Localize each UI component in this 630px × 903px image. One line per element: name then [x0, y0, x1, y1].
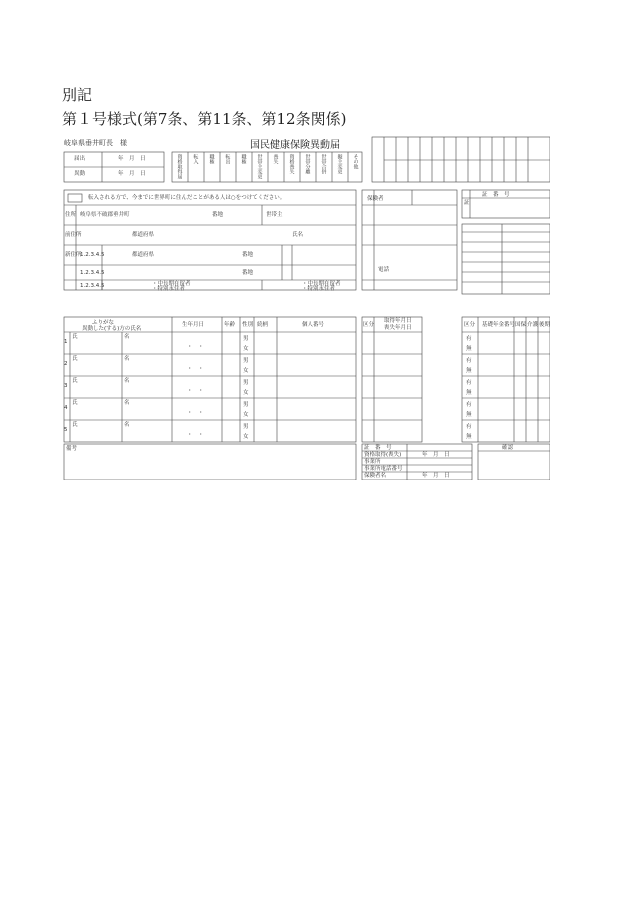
- row5-female: 女: [243, 434, 249, 440]
- col-kouki: 後期: [539, 322, 551, 328]
- change-date: 年 月 日: [118, 171, 146, 177]
- col-name: 異動した(する)方の氏名: [82, 326, 142, 332]
- row1-male: 男: [243, 336, 249, 342]
- option-b-1: ・中長期在留者: [302, 281, 341, 287]
- row1-sei: 氏: [72, 334, 78, 340]
- code-3: 1.2.3.4.5: [80, 283, 105, 289]
- vcol-10: 世帯合併: [320, 154, 327, 174]
- remarks-label: 備考: [66, 446, 78, 452]
- insurance-change-form: [62, 132, 550, 480]
- foot-card-number: 証 番 号: [364, 445, 392, 451]
- form-title: 国民健康保険異動届: [250, 140, 340, 151]
- col-kokuho: 国保: [515, 322, 527, 328]
- label-tel: 電話: [378, 267, 390, 273]
- label-banchi-2: 番地: [242, 252, 254, 258]
- vcol-1: 資格取得届: [176, 154, 183, 179]
- vcol-12: その他: [352, 154, 359, 169]
- vcol-8: 資格喪失: [288, 154, 295, 174]
- row-number-4: 4: [64, 405, 68, 411]
- label-card: 証: [464, 200, 470, 206]
- code-2: 1.2.3.4.5: [80, 270, 105, 276]
- row4-female: 女: [243, 412, 249, 418]
- label-prefecture-2: 都道府県: [132, 252, 155, 258]
- row1-u: 有: [466, 336, 472, 342]
- label-prefecture: 都道府県: [132, 232, 155, 238]
- row2-mu: 無: [466, 368, 472, 374]
- addressee: 岐阜県垂井町長 様: [64, 139, 127, 147]
- vcol-2: 転入: [192, 154, 199, 164]
- col-furigana: ふりがな: [92, 320, 115, 326]
- col-sex: 性別: [242, 322, 254, 328]
- row1-mei: 名: [124, 334, 130, 340]
- option-a-2: ・特別永住者: [152, 286, 186, 292]
- row3-female: 女: [243, 390, 249, 396]
- row1-birth: ・ ・: [187, 344, 204, 350]
- row-number-3: 3: [64, 383, 68, 389]
- box-notify-label: 届出: [74, 156, 86, 162]
- notice-text: 転入される方で、今までに世界町に住んだことがある人は○をつけてください。: [88, 195, 286, 201]
- col-age: 年齢: [224, 322, 236, 328]
- row4-mei: 名: [124, 400, 130, 406]
- row2-u: 有: [466, 358, 472, 364]
- code-1: 1.2.3.4.5: [80, 252, 105, 258]
- row4-mu: 無: [466, 412, 472, 418]
- col-kubun-1: 区分: [363, 322, 375, 328]
- vcol-7: 喪失: [272, 154, 279, 164]
- row5-birth: ・ ・: [187, 432, 204, 438]
- row4-u: 有: [466, 402, 472, 408]
- col-relation: 続柄: [257, 322, 269, 328]
- foot-ymd-1: 年 月 日: [422, 452, 450, 458]
- vcol-11: 擬主変更: [336, 154, 343, 174]
- row-number-5: 5: [64, 427, 68, 433]
- row3-sei: 氏: [72, 378, 78, 384]
- notify-date: 年 月 日: [118, 156, 146, 162]
- row5-u: 有: [466, 424, 472, 430]
- vcol-4: 転出: [224, 154, 231, 164]
- label-insurer: 保険者: [367, 196, 384, 202]
- row2-male: 男: [243, 358, 249, 364]
- row4-male: 男: [243, 402, 249, 408]
- label-new-town: 新住所: [65, 252, 82, 258]
- col-kaigo: 介護: [527, 322, 539, 328]
- vcol-5: 職権: [240, 154, 247, 164]
- row5-mu: 無: [466, 434, 472, 440]
- label-prev-address: 前住所: [65, 232, 82, 238]
- foot-ymd-2: 年 月 日: [422, 473, 450, 479]
- col-lost: 喪失年月日: [384, 325, 412, 331]
- label-banchi: 番地: [212, 212, 224, 218]
- foot-acquired: 資格取得(喪失): [364, 452, 402, 458]
- row1-female: 女: [243, 346, 249, 352]
- box-change-label: 異動: [74, 171, 86, 177]
- foot-office-tel: 事業所電話番号: [364, 466, 403, 472]
- foot-confirm: 確認: [502, 445, 514, 451]
- row4-sei: 氏: [72, 400, 78, 406]
- col-acquired: 取得年月日: [384, 318, 412, 324]
- row3-birth: ・ ・: [187, 388, 204, 394]
- row3-mu: 無: [466, 390, 472, 396]
- foot-insurer-name: 保険者名: [364, 473, 387, 479]
- row3-male: 男: [243, 380, 249, 386]
- foot-office: 事業所: [364, 459, 381, 465]
- row4-birth: ・ ・: [187, 410, 204, 416]
- new-address-value: 岐阜県不破郡垂井町: [80, 212, 130, 218]
- option-b-2: ・特別永住者: [302, 286, 336, 292]
- row-number-2: 2: [64, 361, 68, 367]
- col-id: 個人番号: [302, 322, 325, 328]
- vcol-6: 世帯主変更: [256, 154, 263, 179]
- label-address: 住所: [65, 212, 77, 218]
- label-name: 氏名: [292, 232, 304, 238]
- col-birth: 生年月日: [182, 322, 205, 328]
- row5-sei: 氏: [72, 422, 78, 428]
- row2-sei: 氏: [72, 356, 78, 362]
- col-kubun-2: 区分: [464, 322, 476, 328]
- label-banchi-3: 番地: [242, 270, 254, 276]
- row5-male: 男: [243, 424, 249, 430]
- row3-mei: 名: [124, 378, 130, 384]
- row3-u: 有: [466, 380, 472, 386]
- label-card-number: 証 番 号: [482, 192, 510, 198]
- col-pension: 基礎年金番号: [482, 322, 516, 328]
- option-a-1: ・中長期在留者: [152, 281, 191, 287]
- vcol-3: 職権: [208, 154, 215, 164]
- row-number-1: 1: [64, 339, 68, 345]
- row2-female: 女: [243, 368, 249, 374]
- row5-mei: 名: [124, 422, 130, 428]
- row2-mei: 名: [124, 356, 130, 362]
- vcol-9: 世帯分離: [304, 154, 311, 174]
- row1-mu: 無: [466, 346, 472, 352]
- row2-birth: ・ ・: [187, 366, 204, 372]
- annex-label: 別記: [62, 86, 93, 104]
- label-householder: 世帯主: [266, 212, 283, 218]
- form-number-heading: 第１号様式(第7条、第11条、第12条関係): [62, 110, 347, 128]
- form-grid: [62, 132, 550, 480]
